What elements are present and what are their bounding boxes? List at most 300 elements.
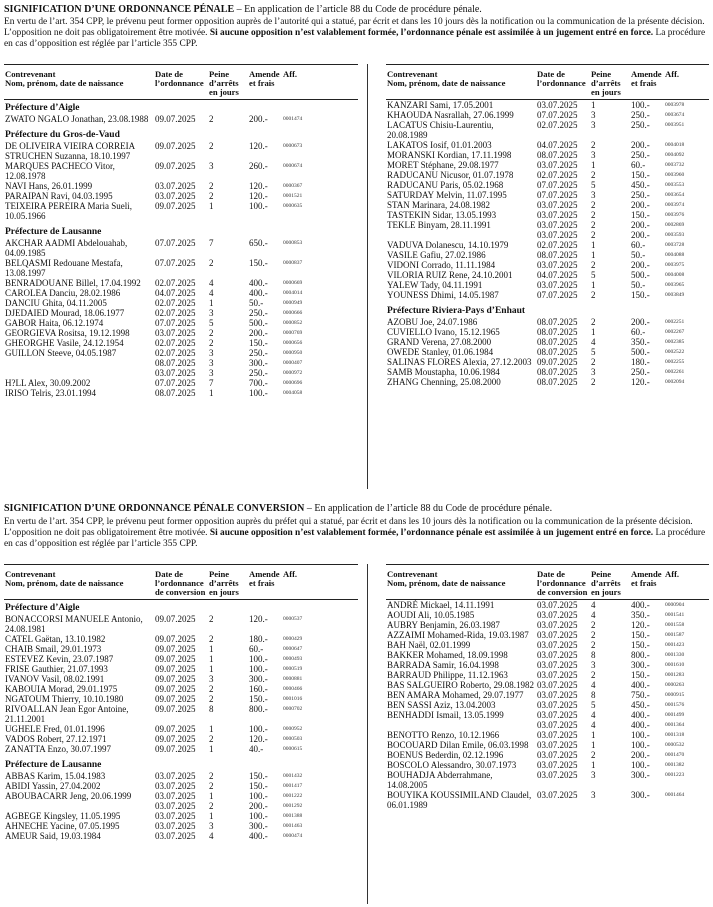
detention-days: 1: [209, 201, 214, 211]
prefecture-heading-row: [4, 100, 358, 115]
detention-days: 2: [209, 181, 214, 191]
case-number: 0000429: [283, 636, 303, 642]
order-date: 03.07.2025: [537, 720, 578, 730]
fine-amount: 200.-: [631, 230, 650, 240]
order-date: 03.07.2025: [537, 210, 578, 220]
section2-right-table: [386, 570, 709, 810]
case-number: 0000952: [283, 726, 303, 732]
offender-name: TEIXEIRA PEREIRA Maria Sueli, 10.05.1966: [5, 201, 132, 221]
table-row: [386, 327, 709, 337]
table-row: [4, 318, 358, 328]
order-date: 03.07.2025: [537, 670, 578, 680]
offender-name: MARQUES PACHECO Vitor, 12.08.1978: [5, 161, 115, 181]
case-number: 0001382: [665, 762, 685, 768]
detention-days: 2: [209, 191, 214, 201]
fine-amount: 100.-: [631, 760, 650, 770]
section1-right-column: [386, 70, 709, 387]
case-number: 0000407: [283, 360, 303, 366]
offender-name: AOUDI Ali, 10.05.1985: [387, 610, 475, 620]
fine-amount: 200.-: [631, 220, 650, 230]
fine-amount: 400.-: [249, 278, 268, 288]
table-row: [4, 734, 358, 744]
order-date: 08.07.2025: [537, 367, 578, 377]
detention-days: 4: [591, 600, 596, 610]
fine-amount: 200.-: [631, 750, 650, 760]
detention-days: 5: [591, 180, 596, 190]
order-date: 09.07.2025: [155, 734, 196, 744]
order-date: 03.07.2025: [537, 660, 578, 670]
fine-amount: 400.-: [631, 600, 650, 610]
case-number: 0000769: [283, 330, 303, 336]
fine-amount: 150.-: [249, 338, 268, 348]
table-row: [4, 141, 358, 161]
section1-column-divider: [367, 64, 368, 489]
col-header-aff: Aff.: [282, 70, 358, 100]
order-date: 02.07.2025: [155, 348, 196, 358]
detention-days: 1: [209, 791, 214, 801]
offender-name: TASTEKIN Sidar, 13.05.1993: [387, 210, 497, 220]
offender-name: OWEDE Stanley, 01.06.1984: [387, 347, 494, 357]
fine-amount: 120.-: [249, 141, 268, 151]
table-row: [4, 664, 358, 674]
offender-name: BONACCORSI MANUELE Antonio, 24.08.1981: [5, 614, 143, 634]
table-row: [4, 694, 358, 704]
order-date: 09.07.2025: [155, 114, 196, 124]
offender-name: RADUCANU Paris, 05.02.1968: [387, 180, 504, 190]
offender-name: IVANOV Vasil, 08.02.1991: [5, 674, 105, 684]
section2-left-top-rule: [4, 564, 358, 565]
order-date: 03.07.2025: [537, 100, 578, 110]
table-row: [4, 781, 358, 791]
order-date: 02.07.2025: [537, 240, 578, 250]
case-number: 0002869: [665, 222, 685, 228]
order-date: 03.07.2025: [537, 790, 578, 800]
detention-days: 8: [591, 690, 596, 700]
col-header-name: Contrevenant Nom, prénom, date de naissance: [386, 570, 536, 600]
detention-days: 4: [209, 831, 214, 841]
table-row: [386, 110, 709, 120]
offender-name: SATURDAY Melvin, 11.07.1995: [387, 190, 507, 200]
order-date: 09.07.2025: [155, 664, 196, 674]
table-row: [386, 160, 709, 170]
offender-name: ABOUBACARR Jeng, 20.06.1999: [5, 791, 132, 801]
offender-name: MORANSKI Kordian, 17.11.1998: [387, 150, 512, 160]
offender-name: RADUCANU Nicusor, 01.07.1978: [387, 170, 514, 180]
order-date: 03.07.2025: [155, 831, 196, 841]
offender-name: ABIDI Yassin, 27.04.2002: [5, 781, 101, 791]
detention-days: 3: [209, 821, 214, 831]
order-date: 03.07.2025: [537, 280, 578, 290]
detention-days: 3: [209, 368, 214, 378]
offender-name: GABOR Haita, 06.12.1974: [5, 318, 104, 328]
case-number: 0003975: [665, 262, 685, 268]
fine-amount: 200.-: [631, 140, 650, 150]
case-number: 0001283: [665, 672, 685, 678]
offender-name: CAROLEA Danciu, 28.02.1986: [5, 288, 121, 298]
fine-amount: 650.-: [249, 238, 268, 248]
order-date: 03.07.2025: [537, 630, 578, 640]
case-number: 0001610: [665, 662, 685, 668]
table-row: [386, 690, 709, 700]
order-date: 03.07.2025: [537, 220, 578, 230]
col-header-peine: Peine d’arrêts en jours: [590, 570, 630, 600]
offender-name: KABOUIA Morad, 29.01.1975: [5, 684, 118, 694]
detention-days: 1: [591, 240, 596, 250]
case-number: 0001388: [283, 813, 303, 819]
case-number: 0003674: [665, 112, 685, 118]
offender-name: LACATUS Chisiu-Laurentiu, 20.08.1989: [387, 120, 494, 140]
detention-days: 3: [591, 110, 596, 120]
detention-days: 1: [209, 744, 214, 754]
fine-amount: 700.-: [249, 378, 268, 388]
case-number: 0000519: [283, 666, 303, 672]
detention-days: 8: [591, 650, 596, 660]
order-date: 03.07.2025: [537, 600, 578, 610]
col-header-aff: Aff.: [282, 570, 358, 600]
case-number: 0003728: [665, 242, 685, 248]
fine-amount: 200.-: [631, 260, 650, 270]
case-number: 0002385: [665, 339, 685, 345]
prefecture-heading: Préfecture Riviera-Pays d’Enhaut: [387, 306, 526, 316]
detention-days: 4: [209, 288, 214, 298]
table-row: [4, 238, 358, 258]
fine-amount: 120.-: [249, 191, 268, 201]
order-date: 07.07.2025: [155, 318, 196, 328]
section1-left-table: [4, 70, 358, 398]
fine-amount: 50.-: [631, 250, 646, 260]
detention-days: 2: [209, 801, 214, 811]
fine-amount: 400.-: [249, 831, 268, 841]
order-date: 03.07.2025: [155, 821, 196, 831]
offender-name: AZOBU Joe, 24.07.1986: [387, 317, 478, 327]
table-row: [386, 210, 709, 220]
table-row: [386, 790, 709, 810]
offender-name: GRAND Verena, 27.08.2000: [387, 337, 492, 347]
order-date: 03.07.2025: [155, 181, 196, 191]
detention-days: 2: [591, 200, 596, 210]
order-date: 03.07.2025: [155, 781, 196, 791]
order-date: 08.07.2025: [537, 347, 578, 357]
case-number: 0000466: [283, 686, 303, 692]
fine-amount: 50.-: [631, 280, 646, 290]
table-row: [386, 640, 709, 650]
col-header-aff: Aff.: [664, 70, 709, 100]
prefecture-heading: Préfecture du Gros-de-Vaud: [5, 130, 120, 140]
offender-name: AHNECHE Yacine, 07.05.1995: [5, 821, 120, 831]
table-row: [386, 150, 709, 160]
case-number: 0001432: [283, 773, 303, 779]
detention-days: 3: [591, 120, 596, 130]
table-row: [386, 190, 709, 200]
fine-amount: 120.-: [249, 614, 268, 624]
offender-name: BAH Naël, 02.01.1999: [387, 640, 471, 650]
case-number: 0003978: [665, 102, 685, 108]
case-number: 0003960: [665, 172, 685, 178]
case-number: 0003593: [665, 232, 685, 238]
detention-days: 2: [209, 338, 214, 348]
offender-name: ESTEVEZ Kevin, 23.07.1987: [5, 654, 114, 664]
offender-name: ZANATTA Enzo, 30.07.1997: [5, 744, 112, 754]
offender-name: STAN Marinara, 24.08.1982: [387, 200, 491, 210]
fine-amount: 100.-: [631, 100, 650, 110]
order-date: 04.07.2025: [537, 140, 578, 150]
section1-right-table: [386, 70, 709, 387]
detention-days: 2: [591, 230, 596, 240]
section1-right-top-rule: [386, 64, 709, 65]
case-number: 0004092: [665, 152, 685, 158]
table-row: [386, 170, 709, 180]
offender-name: VIDONI Corrado, 11.11.1984: [387, 260, 496, 270]
case-number: 0002267: [665, 329, 685, 335]
offender-name: BOENUS Bederdin, 02.12.1996: [387, 750, 504, 760]
table-row: [386, 220, 709, 230]
order-date: 07.07.2025: [537, 180, 578, 190]
case-number: 0000656: [283, 340, 303, 346]
offender-name: CATEL Gaëtan, 13.10.1982: [5, 634, 106, 644]
order-date: 08.07.2025: [537, 327, 578, 337]
fine-amount: 200.-: [249, 114, 268, 124]
table-row: [386, 240, 709, 250]
detention-days: 1: [591, 740, 596, 750]
order-date: 04.07.2025: [537, 270, 578, 280]
fine-amount: 400.-: [631, 710, 650, 720]
table-row: [386, 367, 709, 377]
order-date: 08.07.2025: [155, 358, 196, 368]
case-number: 0000263: [665, 682, 685, 688]
case-number: 0003974: [665, 202, 685, 208]
table-row: [386, 317, 709, 327]
order-date: 09.07.2025: [155, 644, 196, 654]
offender-name: BENRADOUANE Billel, 17.04.1992: [5, 278, 141, 288]
fine-amount: 150.-: [249, 781, 268, 791]
fine-amount: 250.-: [631, 190, 650, 200]
order-date: 03.07.2025: [537, 640, 578, 650]
case-number: 0003732: [665, 162, 685, 168]
table-row: [4, 328, 358, 338]
detention-days: 1: [591, 730, 596, 740]
table-row: [386, 357, 709, 367]
case-number: 0000972: [283, 370, 303, 376]
detention-days: 1: [591, 327, 596, 337]
order-date: 07.07.2025: [537, 190, 578, 200]
table-row: [386, 600, 709, 611]
fine-amount: 100.-: [249, 654, 268, 664]
col-header-amende: Amende et frais: [630, 70, 664, 100]
case-number: 0001576: [665, 702, 685, 708]
table-row: [4, 278, 358, 288]
order-date: 03.07.2025: [155, 328, 196, 338]
section2-column-divider: [367, 564, 368, 904]
order-date: 03.07.2025: [537, 160, 578, 170]
detention-days: 4: [591, 710, 596, 720]
offender-name: MORET Stéphane, 29.08.1977: [387, 160, 499, 170]
detention-days: 2: [209, 258, 214, 268]
offender-name: ZHANG Chenning, 25.08.2000: [387, 377, 501, 387]
col-header-peine: Peine d’arrêts en jours: [590, 70, 630, 100]
col-header-amende: Amende et frais: [630, 570, 664, 600]
prefecture-heading: Préfecture de Lausanne: [5, 227, 102, 237]
table-row: [4, 724, 358, 734]
col-header-date: Date de l’ordonnance de conversion: [536, 570, 590, 600]
case-number: 0002251: [665, 319, 685, 325]
offender-name: BOSCOLO Alessandro, 30.07.1973: [387, 760, 517, 770]
table-row: [4, 684, 358, 694]
table-row: [4, 821, 358, 831]
case-number: 0003976: [665, 212, 685, 218]
detention-days: 3: [591, 790, 596, 800]
detention-days: 1: [209, 298, 214, 308]
offender-name: NGATOUM Thierry, 10.10.1980: [5, 694, 124, 704]
fine-amount: 300.-: [249, 674, 268, 684]
fine-amount: 50.-: [249, 298, 264, 308]
table-row: [4, 338, 358, 348]
table-row: [386, 100, 709, 111]
fine-amount: 40.-: [249, 744, 264, 754]
offender-name: RIVOALLAN Jean Egor Antoine, 21.11.2001: [5, 704, 129, 724]
case-number: 0001521: [283, 193, 303, 199]
order-date: 03.07.2025: [537, 690, 578, 700]
order-date: 03.07.2025: [155, 791, 196, 801]
table-row: [4, 181, 358, 191]
offender-name: BEN SASSI Aziz, 13.04.2003: [387, 700, 496, 710]
case-number: 0001318: [665, 732, 685, 738]
detention-days: 2: [209, 614, 214, 624]
offender-name: [4, 368, 154, 378]
detention-days: 3: [209, 674, 214, 684]
order-date: 08.07.2025: [537, 150, 578, 160]
order-date: 02.07.2025: [155, 338, 196, 348]
case-number: 0000503: [283, 736, 303, 742]
table-row: [4, 258, 358, 278]
detention-days: 2: [591, 210, 596, 220]
table-row: [4, 388, 358, 398]
offender-name: VADUVA Dolanescu, 14.10.1979: [387, 240, 509, 250]
order-date: 08.07.2025: [155, 388, 196, 398]
order-date: 09.07.2025: [155, 684, 196, 694]
order-date: 03.07.2025: [537, 650, 578, 660]
offender-name: AMEUR Said, 19.03.1984: [5, 831, 101, 841]
offender-name: PARAIPAN Ravi, 04.03.1995: [5, 191, 113, 201]
case-number: 0001364: [665, 722, 685, 728]
case-number: 0003965: [665, 282, 685, 288]
offender-name: YOUNESS Dhimi, 14.05.1987: [387, 290, 499, 300]
fine-amount: 250.-: [631, 367, 650, 377]
detention-days: 1: [209, 388, 214, 398]
offender-name: AZZAIMI Mohamed-Rida, 19.03.1987: [387, 630, 529, 640]
offender-name: ZWATO NGALO Jonathan, 23.08.1988: [5, 114, 149, 124]
order-date: 03.07.2025: [155, 801, 196, 811]
case-number: 0004014: [283, 290, 303, 296]
table-row: [4, 114, 358, 124]
fine-amount: 250.-: [249, 368, 268, 378]
order-date: 03.07.2025: [537, 700, 578, 710]
fine-amount: 60.-: [631, 240, 646, 250]
fine-amount: 150.-: [631, 290, 650, 300]
case-number: 0001541: [665, 612, 685, 618]
fine-amount: 800.-: [249, 704, 268, 714]
order-date: 07.07.2025: [155, 378, 196, 388]
offender-name: AUBRY Benjamin, 26.03.1987: [387, 620, 500, 630]
fine-amount: 120.-: [249, 734, 268, 744]
offender-name: ABBAS Karim, 15.04.1983: [5, 771, 106, 781]
case-number: 0000474: [283, 833, 303, 839]
detention-days: 2: [591, 220, 596, 230]
fine-amount: 450.-: [631, 700, 650, 710]
order-date: 03.07.2025: [537, 610, 578, 620]
offender-name: KANZARI Sami, 17.05.2001: [387, 100, 494, 110]
detention-days: 2: [209, 771, 214, 781]
col-header-date: Date de l’ordonnance: [154, 70, 208, 100]
case-number: 0000915: [665, 692, 685, 698]
detention-days: 2: [591, 170, 596, 180]
detention-days: 1: [209, 644, 214, 654]
fine-amount: 150.-: [631, 170, 650, 180]
fine-amount: 400.-: [249, 288, 268, 298]
fine-amount: 250.-: [249, 348, 268, 358]
offender-name: DE OLIVEIRA VIEIRA CORREIA STRUCHEN Suzanna, 18.10.1997: [5, 141, 135, 161]
detention-days: 2: [209, 141, 214, 151]
table-row: [386, 720, 709, 730]
order-date: 09.07.2025: [155, 634, 196, 644]
offender-name: SALINAS FLORES Alexia, 27.12.2003: [387, 357, 532, 367]
offender-name: BARRADA Samir, 16.04.1998: [387, 660, 499, 670]
order-date: 03.07.2025: [537, 740, 578, 750]
detention-days: 1: [209, 724, 214, 734]
case-number: 0003849: [665, 292, 685, 298]
section2-left-table: [4, 570, 358, 841]
offender-name: H?LL Alex, 30.09.2002: [5, 378, 91, 388]
case-number: 0002522: [665, 349, 685, 355]
table-row: [386, 200, 709, 210]
case-number: 0001016: [283, 696, 303, 702]
detention-days: 2: [591, 140, 596, 150]
col-header-amende: Amende et frais: [248, 70, 282, 100]
offender-name: BAS SALGUEIRO Roberto, 29.08.1982: [387, 680, 535, 690]
table-row: [4, 288, 358, 298]
case-number: 0000696: [283, 380, 303, 386]
fine-amount: 350.-: [631, 610, 650, 620]
case-number: 0001470: [665, 752, 685, 758]
section1-left-column: [4, 70, 358, 398]
table-row: [386, 750, 709, 760]
detention-days: 4: [591, 610, 596, 620]
detention-days: 3: [209, 161, 214, 171]
offender-name: BOUHADJA Abderrahmane, 14.08.2005: [387, 770, 493, 790]
detention-days: 3: [591, 367, 596, 377]
offender-name: FRISE Gauthier, 21.07.1993: [5, 664, 108, 674]
order-date: 02.07.2025: [537, 120, 578, 130]
detention-days: 1: [591, 100, 596, 110]
case-number: 0002261: [665, 369, 685, 375]
fine-amount: 100.-: [249, 664, 268, 674]
table-row: [386, 180, 709, 190]
detention-days: 2: [209, 634, 214, 644]
case-number: 0004008: [665, 272, 685, 278]
offender-name: DANCIU Ghita, 04.11.2005: [5, 298, 107, 308]
case-number: 0004088: [665, 252, 685, 258]
fine-amount: 500.-: [631, 347, 650, 357]
order-date: 02.07.2025: [155, 278, 196, 288]
offender-name: SAMB Moustapha, 10.06.1984: [387, 367, 500, 377]
offender-name: UGHELE Fred, 01.01.1996: [5, 724, 105, 734]
fine-amount: 150.-: [249, 771, 268, 781]
table-row: [4, 704, 358, 724]
section2-right-top-rule: [386, 564, 709, 565]
detention-days: 2: [591, 377, 596, 387]
prefecture-heading: Préfecture d’Aigle: [5, 603, 80, 613]
case-number: 0001558: [665, 622, 685, 628]
prefecture-heading-row: [4, 221, 358, 238]
